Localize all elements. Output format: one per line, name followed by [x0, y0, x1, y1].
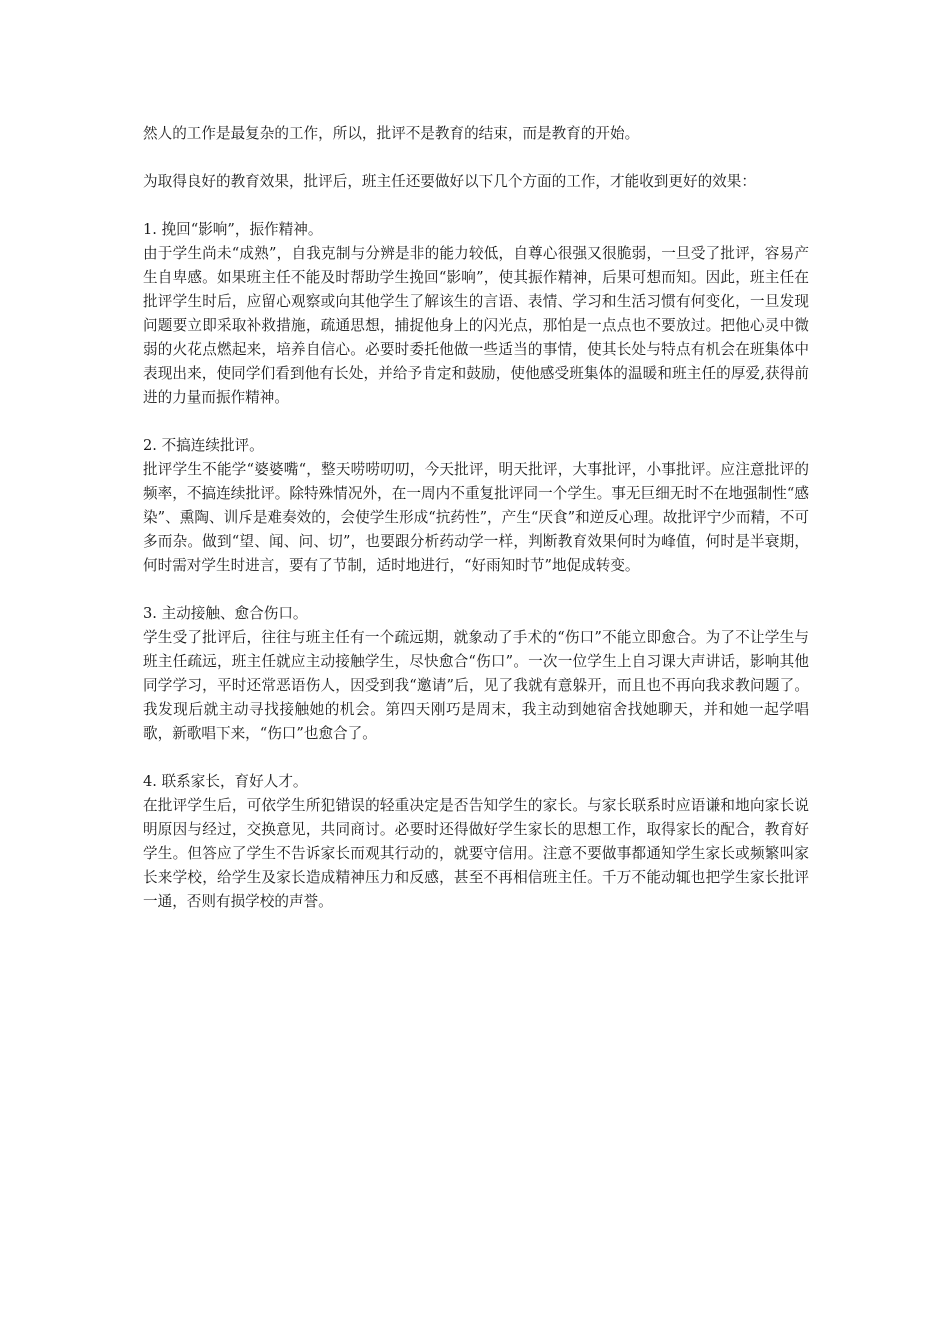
- section-heading: 3. 主动接触、愈合伤口。: [143, 605, 308, 622]
- section-3: [143, 602, 809, 746]
- section-1: [143, 218, 809, 410]
- section-body: 由于学生尚未“成熟”，自我克制与分辨是非的能力较低，自尊心很强又很脆弱，一旦受了批评，容易产生自卑感。如果班主任不能及时帮助学生挽回“影响”，使其振作精神，后果可想而知。因此，班主任在批评学生时后，应留心观察或向其他学生了解该生的言语、表情、学习和生活习惯有何变化，一旦发现问题要立即采取补救措施，疏通思想，捕捉他身上的闪光点，那怕是一点点也不要放过。把他心灵中微弱的火花点燃起来，培养自信心。必要时委托他做一些适当的事情，使其长处与特点有机会在班集体中表现出来，使同学们看到他有长处，并给予肯定和鼓励，使他感受班集体的温暖和班主任的厚爱,获得前进的力量而振作精神。: [143, 245, 809, 406]
- section-2: [143, 434, 809, 578]
- document-page: [143, 122, 809, 938]
- section-heading: 2. 不搞连续批评。: [143, 437, 264, 454]
- intro-paragraph-1: 然人的工作是最复杂的工作，所以，批评不是教育的结束，而是教育的开始。: [143, 125, 640, 142]
- intro-paragraph-2: 为取得良好的教育效果，批评后，班主任还要做好以下几个方面的工作，才能收到更好的效果：: [143, 173, 756, 190]
- section-heading: 1. 挽回“影响”，振作精神。: [143, 221, 323, 238]
- section-body: 在批评学生后，可依学生所犯错误的轻重决定是否告知学生的家长。与家长联系时应语谦和地向家长说明原因与经过，交换意见，共同商讨。必要时还得做好学生家长的思想工作，取得家长的配合，教育好学生。但答应了学生不告诉家长而观其行动的，就要守信用。注意不要做事都通知学生家长或频繁叫家长来学校，给学生及家长造成精神压力和反感，甚至不再相信班主任。千万不能动辄也把学生家长批评一通，否则有损学校的声誉。: [143, 797, 809, 910]
- section-body: 批评学生不能学“婆婆嘴“，整天唠唠叨叨，今天批评，明天批评，大事批评，小事批评。应注意批评的频率，不搞连续批评。除特殊情况外，在一周内不重复批评同一个学生。事无巨细无时不在地强制性“感染”、熏陶、训斥是难奏效的，会使学生形成“抗药性”，产生“厌食”和逆反心理。故批评宁少而精，不可多而杂。做到“望、闻、问、切”，也要跟分析药动学一样，判断教育效果何时为峰值，何时是半衰期，何时需对学生时进言，要有了节制，适时地进行，“好雨知时节”地促成转变。: [143, 461, 809, 574]
- section-heading: 4. 联系家长，育好人才。: [143, 773, 308, 790]
- section-body: 学生受了批评后，往往与班主任有一个疏远期，就象动了手术的“伤口”不能立即愈合。为了不让学生与班主任疏远，班主任就应主动接触学生，尽快愈合“伤口”。一次一位学生上自习课大声讲话，影响其他同学学习，平时还常恶语伤人，因受到我“邀请”后，见了我就有意躲开，而且也不再向我求教问题了。我发现后就主动寻找接触她的机会。第四天刚巧是周末，我主动到她宿舍找她聊天，并和她一起学唱歌，新歌唱下来，“伤口”也愈合了。: [143, 629, 809, 742]
- section-4: [143, 770, 809, 914]
